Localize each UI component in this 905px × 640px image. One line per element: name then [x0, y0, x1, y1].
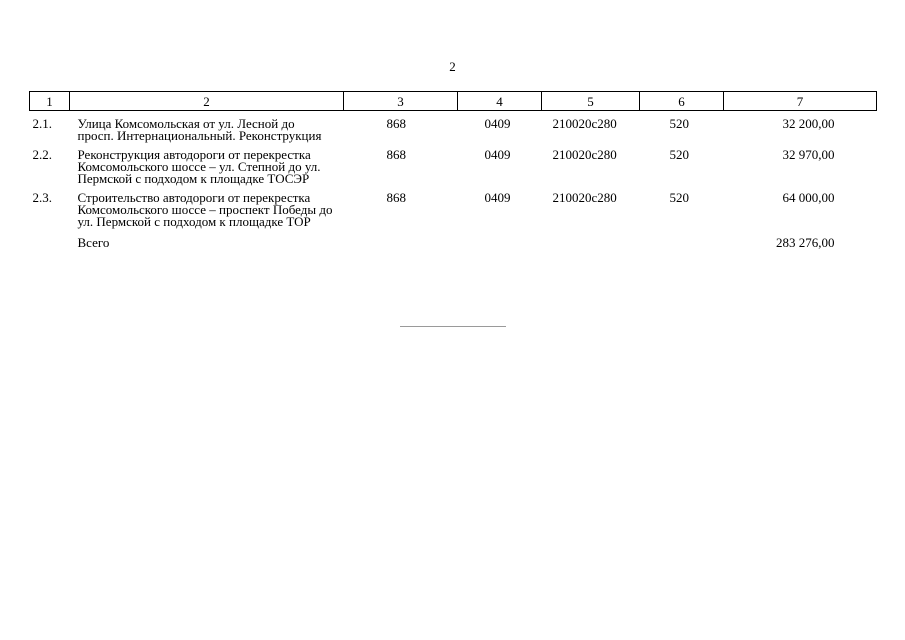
row-name: Улица Комсомольская от ул. Лесной до просп. Интернациональный. Реконструкция — [77, 116, 322, 143]
header-cell-7: 7 — [724, 92, 877, 111]
row-number: 2.1. — [32, 116, 52, 131]
total-empty-6 — [640, 235, 724, 256]
total-empty-5 — [542, 235, 640, 256]
row-code-3: 868 — [386, 190, 406, 205]
row-code-3: 868 — [386, 147, 406, 162]
total-empty-4 — [458, 235, 542, 256]
row-amount: 64 000,00 — [782, 190, 835, 205]
table-row — [30, 149, 877, 192]
row-code-4: 0409 — [484, 116, 511, 131]
total-empty-3 — [344, 235, 458, 256]
header-cell-1: 1 — [30, 92, 70, 111]
row-amount: 32 970,00 — [782, 147, 835, 162]
total-row — [30, 235, 877, 256]
end-divider — [400, 326, 506, 327]
row-code-3: 868 — [386, 116, 406, 131]
row-code-6: 520 — [669, 190, 689, 205]
row-code-6: 520 — [669, 147, 689, 162]
row-number: 2.3. — [32, 190, 52, 205]
row-code-4: 0409 — [484, 190, 511, 205]
row-name: Строительство автодороги от перекрестка Комсомольского шоссе – проспект Победы до ул. Пермской с подходом к площадке ТОР — [77, 190, 333, 229]
header-cell-6: 6 — [640, 92, 724, 111]
row-code-4: 0409 — [484, 147, 511, 162]
row-amount: 32 200,00 — [782, 116, 835, 131]
row-code-6: 520 — [669, 116, 689, 131]
row-code-5: 210020с280 — [552, 147, 617, 162]
row-code-5: 210020с280 — [552, 116, 617, 131]
row-code-5: 210020с280 — [552, 190, 617, 205]
header-cell-2: 2 — [70, 92, 344, 111]
header-cell-5: 5 — [542, 92, 640, 111]
total-label: Всего — [77, 235, 110, 250]
header-cell-3: 3 — [344, 92, 458, 111]
row-number: 2.2. — [32, 147, 52, 162]
page-number: 2 — [449, 59, 456, 74]
total-amount: 283 276,00 — [776, 235, 835, 250]
table-row — [30, 192, 877, 235]
budget-table — [29, 91, 877, 256]
row-name: Реконструкция автодороги от перекрестка Комсомольского шоссе – ул. Степной до ул. Пермской с подходом к площадке ТОСЭР — [77, 147, 321, 186]
header-cell-4: 4 — [458, 92, 542, 111]
table-row — [30, 111, 877, 150]
header-row — [30, 92, 877, 111]
total-number — [30, 235, 70, 256]
